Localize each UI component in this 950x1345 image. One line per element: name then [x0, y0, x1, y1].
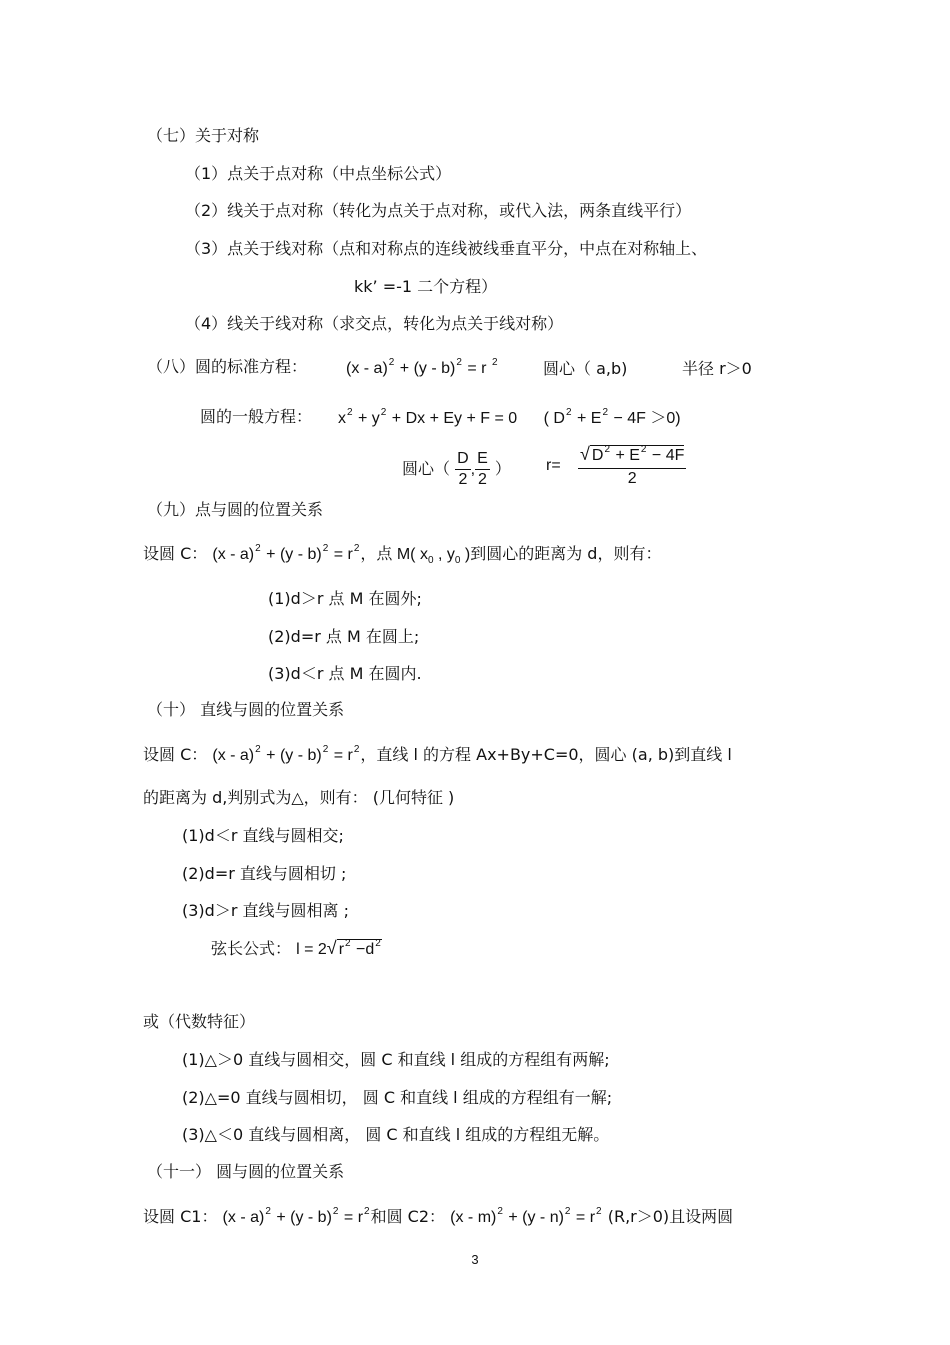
- center-ab: 圆心（ a,b): [543, 359, 628, 378]
- page-number: 3: [471, 1252, 479, 1267]
- item-7-1: （1）点关于点对称（中点坐标公式）: [185, 164, 452, 183]
- item-7-4: （4）线关于线对称（求交点，转化为点关于线对称）: [185, 314, 564, 333]
- point-circle-intro: 设圆 C： $(x - a)^2 + (y - b)^2 = r^2$，点 M( $x_0$ , $y_0$ )到圆心的距离为 d，则有：: [143, 543, 662, 566]
- radius-condition: 半径 r＞0: [682, 359, 752, 378]
- point-on: (2)d=r 点 M 在圆上;: [268, 627, 420, 646]
- line-intersect: (1)d＜r 直线与圆相交;: [182, 826, 344, 845]
- item-7-3: （3）点关于线对称（点和对称点的连线被线垂直平分，中点在对称轴上、: [185, 239, 708, 258]
- general-equation-label: 圆的一般方程：: [200, 407, 313, 426]
- algebraic-one-solution: (2)△=0 直线与圆相切， 圆 C 和直线 l 组成的方程组有一解;: [182, 1088, 613, 1107]
- section-9-heading: （九）点与圆的位置关系: [147, 500, 324, 519]
- fraction-d-over-2: $\frac{D}{2}$: [457, 450, 469, 488]
- radius-label: r=: [546, 457, 561, 474]
- line-separate: (3)d＞r 直线与圆相离 ;: [182, 901, 349, 920]
- circle-circle-intro: 设圆 C1： $(x - a)^2 + (y - b)^2 = r^2$和圆 C2： $(x - m)^2 + (y - n)^2 = r^2$ (R,r＞0)且设两圆: [143, 1206, 734, 1226]
- section-8-heading: （八）圆的标准方程：: [147, 357, 308, 376]
- item-7-3-cont: kk’ =-1 二个方程）: [354, 277, 498, 296]
- algebraic-no-solution: (3)△＜0 直线与圆相离， 圆 C 和直线 l 组成的方程组无解。: [182, 1125, 610, 1144]
- point-inside: (3)d＜r 点 M 在圆内.: [268, 664, 422, 683]
- chord-length-formula: 弦长公式： l = 2√ $r^2 -d^2$: [211, 938, 382, 962]
- point-outside: (1)d＞r 点 M 在圆外;: [268, 589, 422, 608]
- fraction-e-over-2: $\frac{E}{2}$: [477, 450, 488, 488]
- general-circle-equation: $x^2 + y^2 + Dx + Ey + F = 0$ ( $D^2 + E^2 - 4F >0$): [338, 407, 681, 427]
- item-7-2: （2）线关于点对称（转化为点关于点对称，或代入法，两条直线平行）: [185, 201, 692, 220]
- line-circle-intro-cont: 的距离为 d,判别式为△，则有： (几何特征 ): [143, 788, 455, 807]
- section-7-heading: （七）关于对称: [147, 126, 260, 145]
- general-center: 圆心（ $\frac{D}{2}$ , $\frac{E}{2}$ ）: [402, 450, 511, 488]
- algebraic-heading: 或（代数特征）: [143, 1012, 256, 1031]
- line-circle-intro: 设圆 C： $(x - a)^2 + (y - b)^2 = r^2$，直线 l 的方程 Ax+By+C=0，圆心 (a, b)到直线 l: [143, 744, 732, 764]
- section-11-heading: （十一） 圆与圆的位置关系: [147, 1162, 345, 1181]
- algebraic-two-solutions: (1)△＞0 直线与圆相交，圆 C 和直线 l 组成的方程组有两解;: [182, 1050, 610, 1069]
- standard-circle-equation: (x - a)$^2$ + (y - b)$^2$ = r $^2$: [346, 357, 498, 377]
- line-tangent: (2)d=r 直线与圆相切 ;: [182, 864, 347, 883]
- radius-formula: $\frac{√ D^2 + E^2 - 4F}{2}$: [580, 444, 685, 487]
- section-10-heading: （十） 直线与圆的位置关系: [147, 700, 345, 719]
